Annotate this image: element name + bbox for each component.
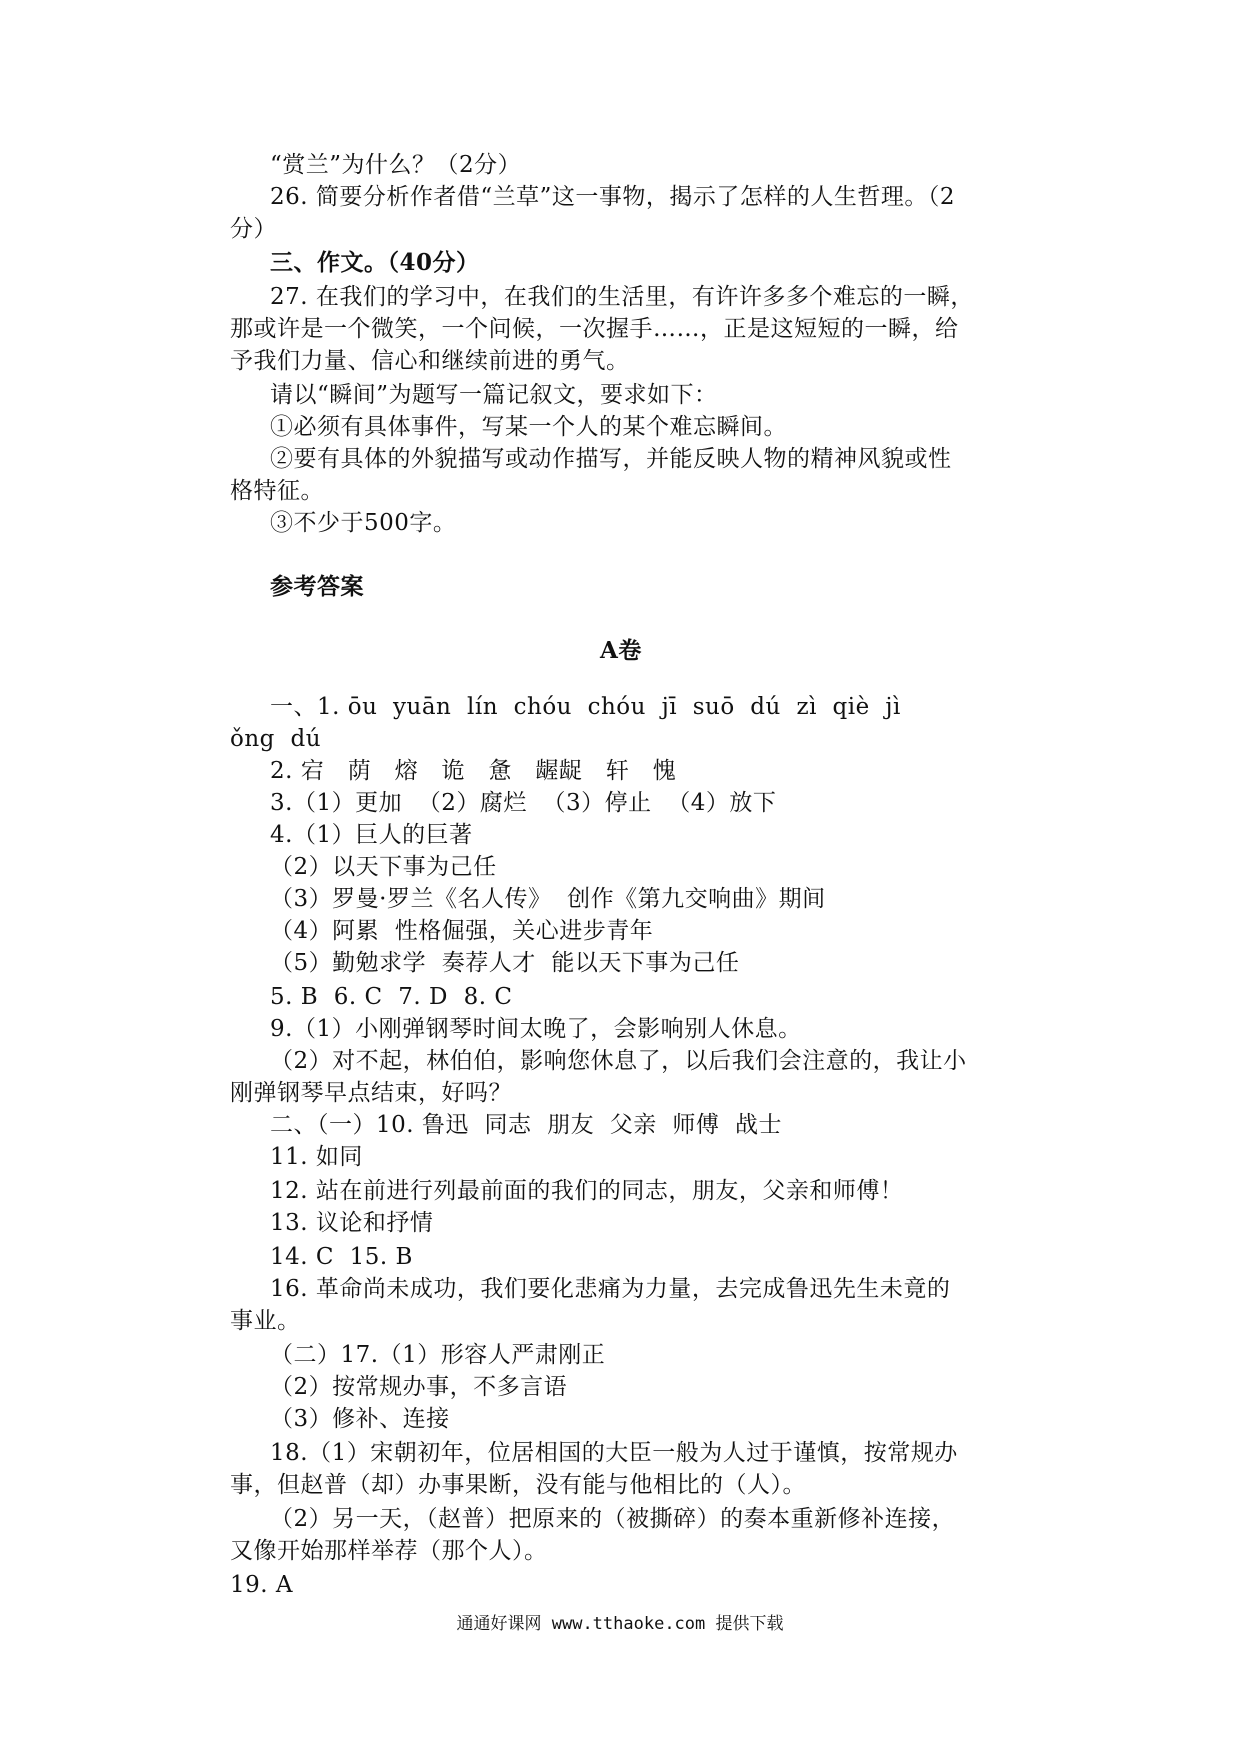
answer-4-2: （2）以天下事为己任 (270, 854, 497, 880)
answer-12: 12. 站在前进行列最前面的我们的同志，朋友，父亲和师傅！ (270, 1178, 904, 1204)
composition-instruction: 请以“瞬间”为题写一篇记叙文，要求如下： (270, 382, 718, 408)
answer-17-3: （3）修补、连接 (270, 1406, 450, 1432)
answer-9-2-cont: 刚弹钢琴早点结束，好吗？ (230, 1080, 512, 1106)
answer-1: 一、1. ōu yuān lín chóu chóu jī suō dú zì qiè jì (270, 694, 901, 720)
answer-4-1: 4.（1）巨人的巨著 (270, 822, 473, 848)
question-26: 26. 简要分析作者借“兰草”这一事物，揭示了怎样的人生哲理。（2 (270, 184, 956, 210)
answer-4-4: （4）阿累 性格倔强，关心进步青年 (270, 918, 654, 944)
answer-5-8: 5. B 6. C 7. D 8. C (270, 984, 513, 1010)
answer-10: 二、（一）10. 鲁迅 同志 朋友 父亲 师傅 战士 (270, 1112, 782, 1138)
question-25-tail: “赏兰”为什么？（2分） (270, 152, 522, 178)
paper-a-heading: A卷 (600, 637, 642, 664)
answer-9-2: （2）对不起，林伯伯，影响您休息了，以后我们会注意的，我让小 (270, 1048, 967, 1074)
question-27-cont-1: 那或许是一个微笑，一个问候，一次握手……，正是这短短的一瞬，给 (230, 316, 959, 342)
question-27: 27. 在我们的学习中，在我们的生活里，有许许多多个难忘的一瞬， (270, 284, 974, 310)
answer-13: 13. 议论和抒情 (270, 1210, 434, 1236)
answer-4-5: （5）勤勉求学 奏荐人才 能以天下事为己任 (270, 950, 740, 976)
question-26-cont: 分） (230, 216, 277, 242)
answer-18-1-cont: 事，但赵普（却）办事果断，没有能与他相比的（人）。 (230, 1472, 806, 1498)
answer-14-15: 14. C 15. B (270, 1244, 413, 1270)
answer-19: 19. A (230, 1572, 293, 1598)
answer-3: 3.（1）更加 （2）腐烂 （3）停止 （4）放下 (270, 790, 777, 816)
answer-2: 2. 宕 荫 熔 诡 惫 龌龊 轩 愧 (270, 758, 677, 784)
answer-18-2-cont: 又像开始那样举荐（那个人）。 (230, 1538, 548, 1564)
answer-17-1: （二）17.（1）形容人严肃刚正 (270, 1342, 606, 1368)
answer-key-heading: 参考答案 (270, 573, 364, 600)
answer-9-1: 9.（1）小刚弹钢琴时间太晚了，会影响别人休息。 (270, 1016, 802, 1042)
answer-16-cont: 事业。 (230, 1308, 301, 1334)
composition-requirement-2: ②要有具体的外貌描写或动作描写，并能反映人物的精神风貌或性 (270, 446, 952, 472)
answer-4-3: （3）罗曼·罗兰《名人传》 创作《第九交响曲》期间 (270, 886, 826, 912)
answer-17-2: （2）按常规办事，不多言语 (270, 1374, 568, 1400)
answer-18-1: 18.（1）宋朝初年，位居相国的大臣一般为人过于谨慎，按常规办 (270, 1440, 958, 1466)
composition-requirement-3: ③不少于500字。 (270, 510, 457, 536)
answer-1-cont: ǒng dú (230, 726, 322, 752)
page-footer: 通通好课网 www.tthaoke.com 提供下载 (456, 1614, 784, 1634)
answer-16: 16. 革命尚未成功，我们要化悲痛为力量，去完成鲁迅先生未竟的 (270, 1276, 951, 1302)
composition-requirement-1: ①必须有具体事件，写某一个人的某个难忘瞬间。 (270, 414, 787, 440)
section-heading-composition: 三、作文。（40分） (270, 249, 480, 276)
answer-11: 11. 如同 (270, 1144, 363, 1170)
answer-18-2: （2）另一天，（赵普）把原来的（被撕碎）的奏本重新修补连接， (270, 1506, 956, 1532)
composition-requirement-2-cont: 格特征。 (230, 478, 324, 504)
question-27-cont-2: 予我们力量、信心和继续前进的勇气。 (230, 348, 630, 374)
